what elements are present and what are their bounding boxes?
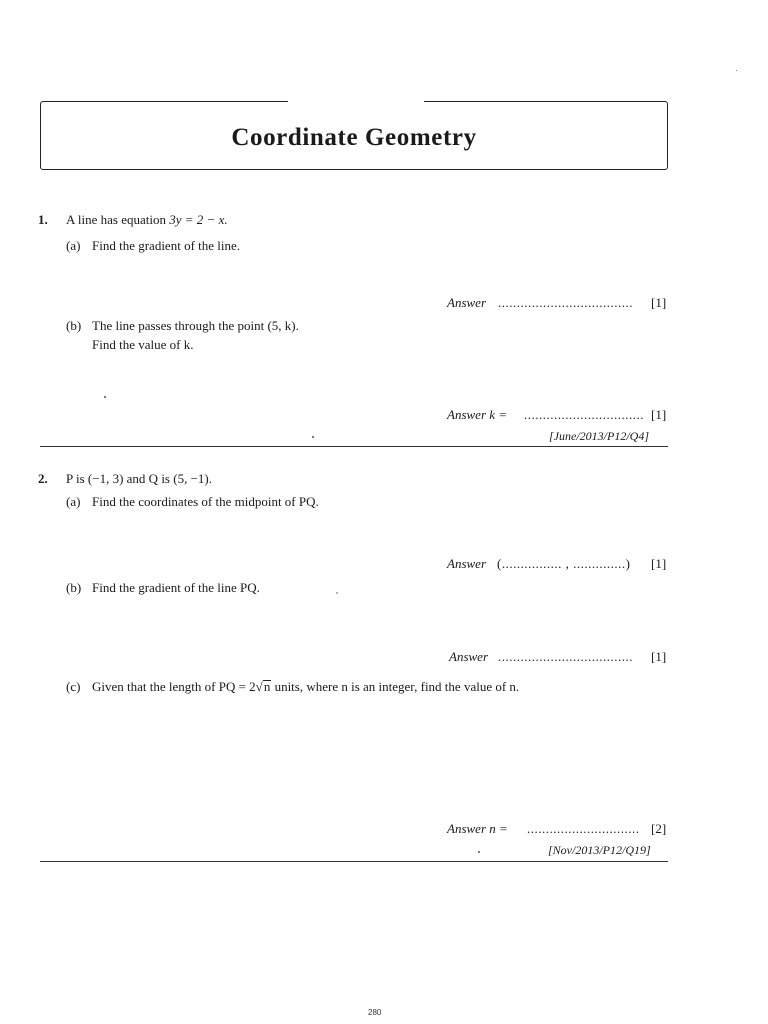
q1b-label: (b) (66, 318, 82, 333)
q1b-line-1: The line passes through the point (5, k). (92, 318, 299, 333)
question-1-number: 1. (38, 212, 48, 227)
q1b-line-2: Find the value of k. (92, 337, 194, 352)
q2b-mark: [1] (651, 649, 667, 664)
q1a-answer-label (447, 295, 486, 311)
q1-reference: [June/2013/P12/Q4] (549, 429, 649, 443)
question-2-stem: P is (−1, 3) and Q is (5, −1). (66, 471, 212, 486)
q1b-answer-field[interactable]: ................................ (524, 407, 644, 422)
q1a-answer-word: Answer (447, 295, 486, 310)
q2c-text-prefix: Given that the length of PQ = 2 (92, 679, 256, 694)
q2c-text-suffix: units, where n is an integer, find the value of n. (271, 679, 520, 694)
q2c-answer-label (447, 821, 508, 837)
page-number: 280 (368, 1008, 382, 1017)
section-divider-2 (40, 861, 668, 862)
q2-reference: [Nov/2013/P12/Q19] (548, 843, 651, 857)
sqrt-sign: √ (255, 679, 263, 694)
q2b-text: Find the gradient of the line PQ. (92, 580, 260, 595)
q1a-text: Find the gradient of the line. (92, 238, 241, 253)
q2a-label: (a) (66, 494, 81, 509)
question-1-equation: 3y = 2 − x. (169, 212, 228, 227)
q2c-label: (c) (66, 679, 81, 694)
question-1-stem-prefix: A line has equation (66, 212, 170, 227)
scan-speck (336, 592, 338, 594)
q2b-label: (b) (66, 580, 82, 595)
scan-speck (312, 436, 314, 438)
scan-speck (478, 851, 480, 853)
q2a-answer-word: Answer (447, 556, 486, 571)
q2c-answer-field[interactable]: .............................. (527, 821, 640, 836)
q1b-answer-word: Answer k = (447, 407, 508, 422)
scan-speck (104, 396, 106, 398)
q2a-answer-label (447, 556, 486, 572)
page-title: Coordinate Geometry (231, 124, 477, 151)
q2a-text: Find the coordinates of the midpoint of PQ. (92, 494, 319, 509)
question-1-stem (66, 212, 228, 228)
q2c-sqrt-radicand: n (263, 679, 271, 694)
title-frame-gap (288, 98, 424, 106)
q2c-text (92, 679, 519, 695)
question-2-number: 2. (38, 471, 48, 486)
q2c-mark: [2] (651, 821, 667, 836)
q1a-label: (a) (66, 238, 81, 253)
q1a-mark: [1] (651, 295, 667, 310)
scan-speck (736, 70, 737, 71)
q1b-mark: [1] (651, 407, 667, 422)
q1b-answer-label (447, 407, 507, 423)
q2a-answer-field[interactable]: (................ , ..............) (497, 556, 631, 571)
q2b-answer-field[interactable]: .................................... (498, 649, 633, 664)
q2b-answer-label (449, 649, 488, 665)
q2a-mark: [1] (651, 556, 667, 571)
q2b-answer-word: Answer (449, 649, 488, 664)
section-divider-1 (40, 446, 668, 447)
q2c-answer-word: Answer n = (447, 821, 508, 836)
q1a-answer-field[interactable]: .................................... (498, 295, 633, 310)
